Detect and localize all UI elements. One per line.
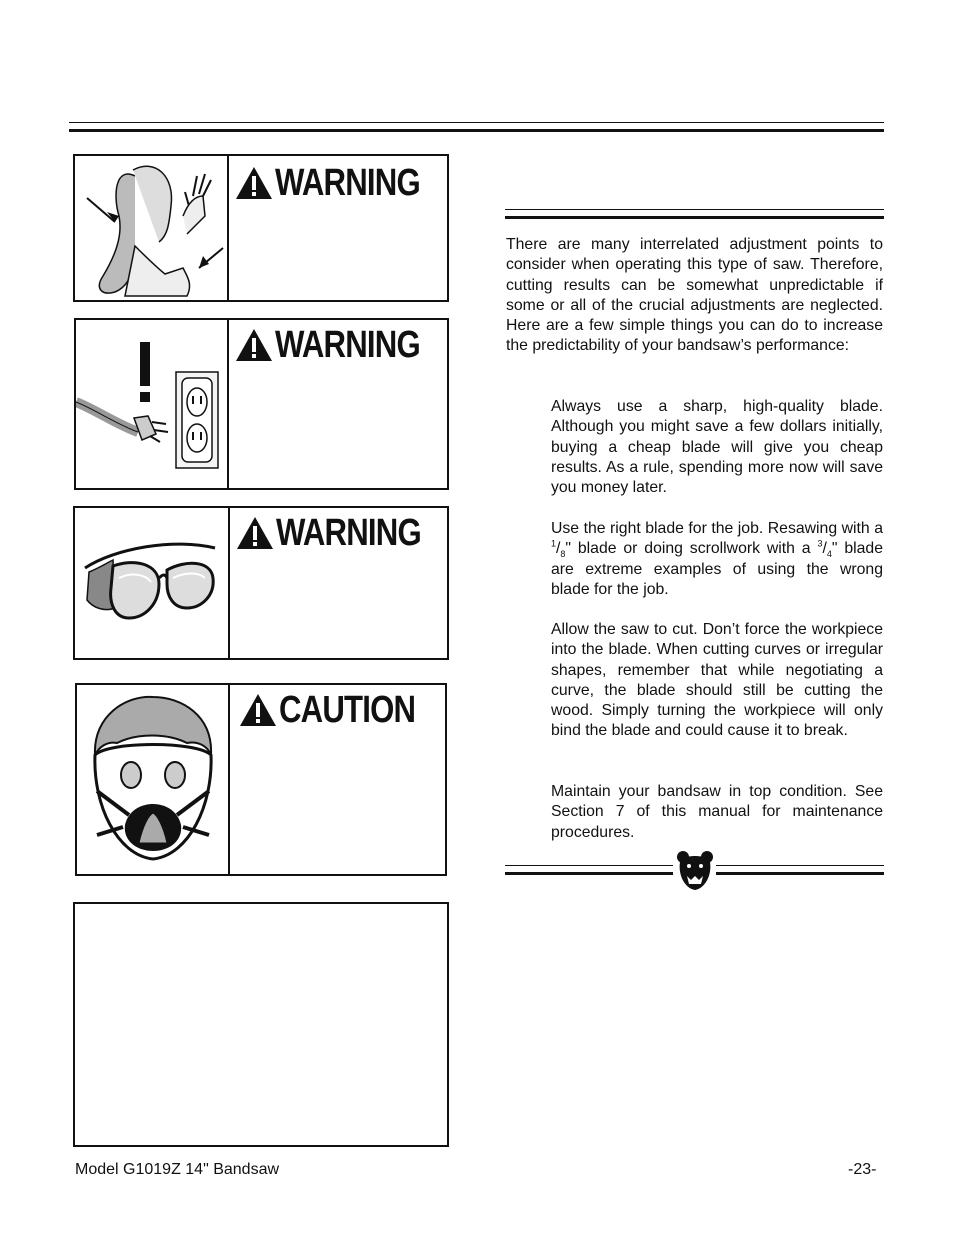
header-rule-thick [69, 129, 884, 132]
sign-word: WARNING [276, 512, 421, 554]
notice-box [73, 902, 449, 1147]
sign-word: WARNING [275, 162, 420, 204]
section-rule-thin [505, 209, 884, 210]
fraction-numerator: 1 [551, 539, 557, 550]
bear-logo-icon [676, 850, 714, 892]
section-rule-thick [505, 216, 884, 219]
warning-triangle-icon [239, 693, 277, 727]
sign-divider [227, 156, 229, 300]
header-rule-thin [69, 122, 884, 123]
end-rule-thin-left [505, 865, 673, 866]
tip-let-saw-cut: Allow the saw to cut. Don’t force the workpiece into the blade. When cutting curves or irregular shapes, remember that while negotiating a curve, the blade should still be cutting the wood. Simply turning the workpiece will only bind the blade and could cause it to break. [551, 621, 883, 740]
tip-maintain: Maintain your bandsaw in top condition. See Section 7 of this manual for maintenance procedures. [551, 783, 883, 841]
footer-page-number: -23- [848, 1161, 877, 1178]
sign-word: WARNING [275, 324, 420, 366]
tip-text: " blade or doing scrollwork with a [565, 540, 818, 558]
sign-header [235, 164, 452, 202]
sign-header [239, 691, 445, 729]
sign-header [236, 514, 453, 552]
end-rule-thick-right [716, 872, 884, 875]
sign-header [235, 326, 452, 364]
warning-triangle-icon [235, 328, 273, 362]
caution-sign-respirator [75, 683, 447, 876]
tip-text: " blade are extreme examples of using the wrong blade for the job. [551, 540, 883, 598]
footer-model: Model G1019Z 14" Bandsaw [75, 1161, 280, 1178]
fraction-denominator: 4 [826, 549, 832, 560]
warning-triangle-icon [236, 516, 274, 550]
sign-divider [228, 685, 230, 874]
tip-right-blade: Use the right blade for the job. Resawing with a $^1/_8$" blade or doing scrollwork with a $^3/_4$" blade are extreme examples of using the wrong blade for the job. [551, 520, 883, 598]
fraction-numerator: 3 [817, 539, 823, 550]
respirator-mask-icon [77, 685, 228, 874]
sign-divider [228, 508, 230, 658]
sign-divider [227, 320, 229, 488]
warning-triangle-icon [235, 166, 273, 200]
intro-paragraph: There are many interrelated adjustment points to consider when operating this type of saw. Therefore, cutting results can be somewhat unpredictable if some or all of the crucial adjustments are neglected. Here are a few simple things you can do to increase the predictability of your bandsaw’s performance: [506, 236, 883, 355]
tip-sharp-blade: Always use a sharp, high-quality blade. Although you might save a few dollars initially, buying a cheap blade will give you cheap results. As a rule, spending more now will save you money later. [551, 398, 883, 497]
warning-sign-glasses [73, 506, 449, 660]
fraction-denominator: 8 [560, 549, 566, 560]
warning-sign-hair [73, 154, 449, 302]
warning-sign-plug [74, 318, 449, 490]
sign-word: CAUTION [279, 689, 416, 731]
safety-glasses-icon [75, 508, 228, 658]
long-hair-person-icon [75, 156, 227, 300]
end-rule-thick-left [505, 872, 673, 875]
tip-text: Use the right blade for the job. Resawing with a [551, 520, 883, 537]
end-rule-thin-right [716, 865, 884, 866]
plug-outlet-icon [76, 320, 228, 488]
